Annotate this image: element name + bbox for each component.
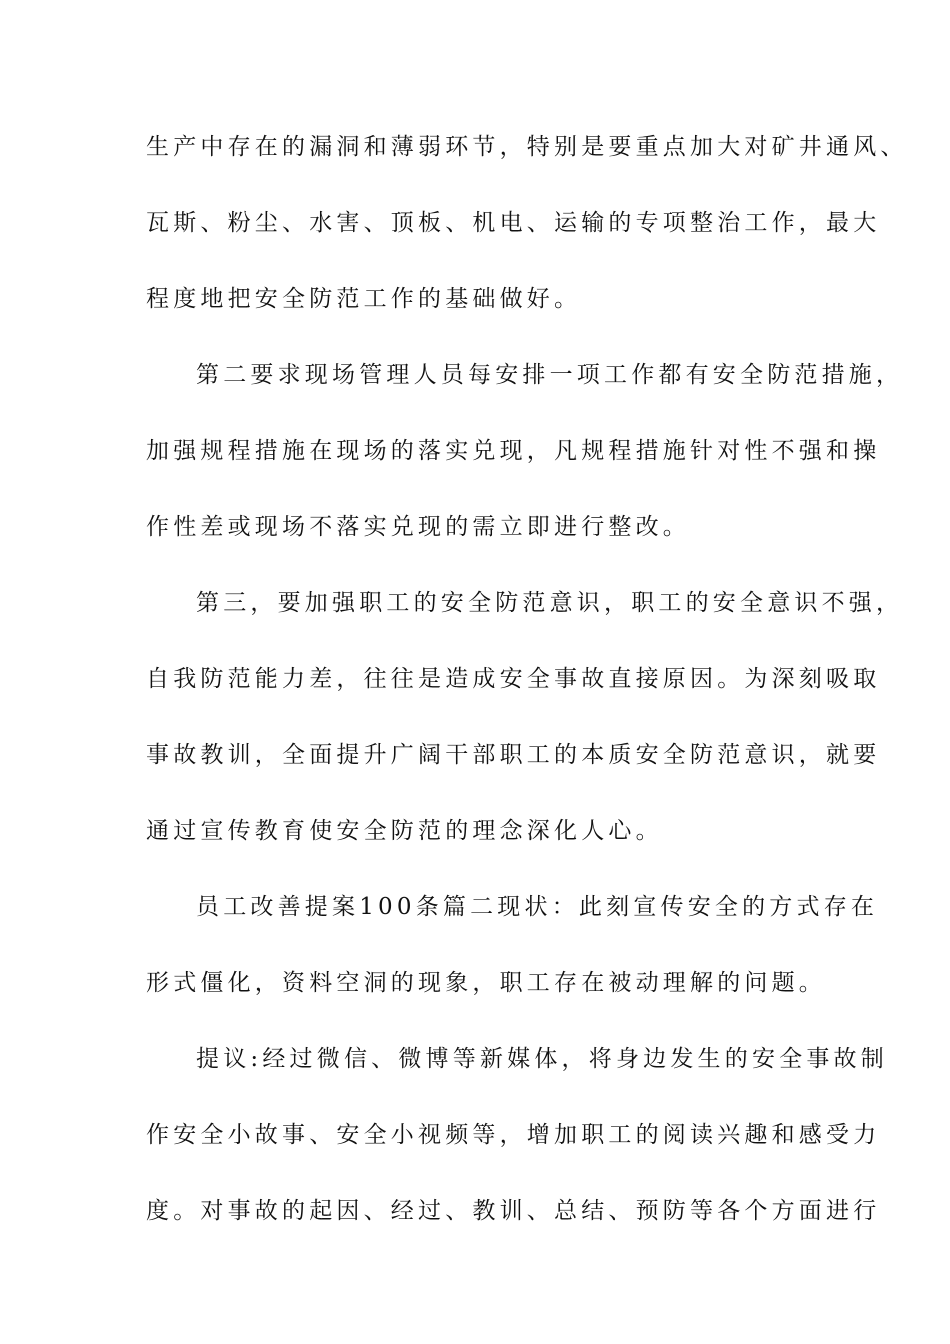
paragraph-first-line: 第三，要加强职工的安全防范意识，职工的安全意识不强，: [196, 590, 904, 616]
text-line: 生产中存在的漏洞和薄弱环节，特别是要重点加大对矿井通风、: [146, 134, 908, 160]
paragraph-first-line: 提议:经过微信、微博等新媒体，将身边发生的安全事故制: [196, 1046, 888, 1072]
text-line: 瓦斯、粉尘、水害、顶板、机电、运输的专项整治工作，最大: [146, 210, 881, 236]
text-line: 度。对事故的起因、经过、教训、总结、预防等各个方面进行: [146, 1198, 881, 1224]
text-line: 作安全小故事、安全小视频等，增加职工的阅读兴趣和感受力: [146, 1122, 881, 1148]
text-line: 作性差或现场不落实兑现的需立即进行整改。: [146, 514, 690, 540]
text-line: 程度地把安全防范工作的基础做好。: [146, 286, 582, 312]
text-line: 事故教训，全面提升广阔干部职工的本质安全防范意识，就要: [146, 742, 881, 768]
paragraph-first-line: 员工改善提案100条篇二现状：此刻宣传安全的方式存在: [196, 894, 879, 920]
text-line: 形式僵化，资料空洞的现象，职工存在被动理解的问题。: [146, 970, 826, 996]
paragraph-first-line: 第二要求现场管理人员每安排一项工作都有安全防范措施，: [196, 362, 904, 388]
text-line: 自我防范能力差，往往是造成安全事故直接原因。为深刻吸取: [146, 666, 881, 692]
text-line: 加强规程措施在现场的落实兑现，凡规程措施针对性不强和操: [146, 438, 881, 464]
text-line: 通过宣传教育使安全防范的理念深化人心。: [146, 818, 663, 844]
